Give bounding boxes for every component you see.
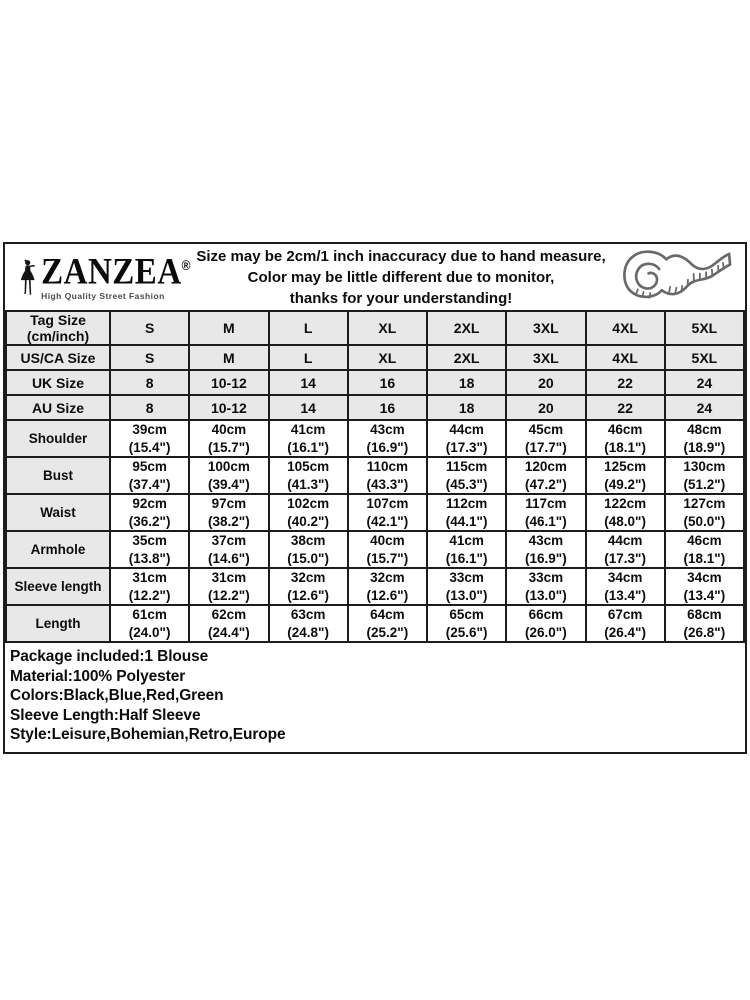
table-row: [6, 311, 744, 345]
header: [5, 244, 745, 310]
row-label: UK Size: [6, 370, 110, 395]
table-cell: 65cm (25.6"): [427, 605, 506, 642]
table-cell: 120cm (47.2"): [506, 457, 585, 494]
product-info-line: Style:Leisure,Bohemian,Retro,Europe: [10, 726, 286, 743]
table-cell: 130cm (51.2"): [665, 457, 744, 494]
table-cell: XL: [348, 311, 427, 345]
disclaimer-line-1: Size may be 2cm/1 inch inaccuracy due to hand measure,: [196, 247, 606, 265]
table-cell: 34cm (13.4"): [665, 568, 744, 605]
table-cell: 44cm (17.3"): [586, 531, 665, 568]
table-row: [6, 370, 744, 395]
table-cell: 2XL: [427, 345, 506, 370]
table-cell: 43cm (16.9"): [506, 531, 585, 568]
table-cell: 115cm (45.3"): [427, 457, 506, 494]
table-cell: 5XL: [665, 311, 744, 345]
table-cell: 100cm (39.4"): [189, 457, 268, 494]
row-label: US/CA Size: [6, 345, 110, 370]
brand-logo: [19, 246, 191, 308]
product-info-line: Package included:1 Blouse: [10, 648, 209, 665]
table-cell: 4XL: [586, 311, 665, 345]
table-cell: 16: [348, 370, 427, 395]
table-cell: 31cm (12.2"): [110, 568, 189, 605]
table-cell: 5XL: [665, 345, 744, 370]
woman-silhouette-icon: [19, 246, 38, 308]
table-row: [6, 345, 744, 370]
brand-text: [41, 253, 191, 301]
row-label: Waist: [6, 494, 110, 531]
table-cell: 22: [586, 370, 665, 395]
table-cell: M: [189, 345, 268, 370]
table-cell: 67cm (26.4"): [586, 605, 665, 642]
table-row: [6, 395, 744, 420]
table-cell: 8: [110, 370, 189, 395]
table-cell: 63cm (24.8"): [269, 605, 348, 642]
table-cell: 62cm (24.4"): [189, 605, 268, 642]
table-cell: 46cm (18.1"): [586, 420, 665, 457]
brand-name: [41, 249, 191, 293]
table-cell: 2XL: [427, 311, 506, 345]
table-row: [6, 457, 744, 494]
table-cell: 105cm (41.3"): [269, 457, 348, 494]
table-cell: 33cm (13.0"): [506, 568, 585, 605]
table-cell: 102cm (40.2"): [269, 494, 348, 531]
table-cell: 14: [269, 370, 348, 395]
table-cell: 10-12: [189, 395, 268, 420]
product-info: [5, 643, 745, 752]
table-cell: 41cm (16.1"): [427, 531, 506, 568]
table-cell: 110cm (43.3"): [348, 457, 427, 494]
table-cell: 45cm (17.7"): [506, 420, 585, 457]
table-row: [6, 531, 744, 568]
table-cell: L: [269, 311, 348, 345]
table-cell: 8: [110, 395, 189, 420]
table-cell: 122cm (48.0"): [586, 494, 665, 531]
table-cell: 16: [348, 395, 427, 420]
table-cell: 34cm (13.4"): [586, 568, 665, 605]
row-label: Length: [6, 605, 110, 642]
table-cell: 64cm (25.2"): [348, 605, 427, 642]
table-cell: 10-12: [189, 370, 268, 395]
product-info-line: Sleeve Length:Half Sleeve: [10, 706, 201, 724]
table-cell: 32cm (12.6"): [269, 568, 348, 605]
table-cell: S: [110, 345, 189, 370]
product-info-line: Colors:Black,Blue,Red,Green: [10, 687, 224, 704]
row-label: Armhole: [6, 531, 110, 568]
table-cell: 112cm (44.1"): [427, 494, 506, 531]
table-cell: 24: [665, 370, 744, 395]
disclaimer-line-2: Color may be little different due to monitor,: [247, 268, 555, 286]
table-cell: S: [110, 311, 189, 345]
table-cell: 3XL: [506, 311, 585, 345]
table-cell: 14: [269, 395, 348, 420]
table-cell: 22: [586, 395, 665, 420]
table-cell: 95cm (37.4"): [110, 457, 189, 494]
table-cell: 18: [427, 395, 506, 420]
size-chart-frame: [3, 242, 747, 754]
table-cell: 48cm (18.9"): [665, 420, 744, 457]
table-cell: 44cm (17.3"): [427, 420, 506, 457]
table-cell: 38cm (15.0"): [269, 531, 348, 568]
row-label: Tag Size (cm/inch): [6, 311, 110, 345]
table-cell: 92cm (36.2"): [110, 494, 189, 531]
size-table: [5, 310, 745, 643]
table-cell: 40cm (15.7"): [189, 420, 268, 457]
table-cell: 3XL: [506, 345, 585, 370]
brand-tagline: High Quality Street Fashion: [41, 291, 165, 301]
disclaimer-line-3: thanks for your understanding!: [289, 289, 513, 307]
table-cell: 24: [665, 395, 744, 420]
table-cell: L: [269, 345, 348, 370]
table-cell: 33cm (13.0"): [427, 568, 506, 605]
table-cell: 43cm (16.9"): [348, 420, 427, 457]
registered-mark: ®: [181, 257, 191, 274]
table-cell: 117cm (46.1"): [506, 494, 585, 531]
row-label: Bust: [6, 457, 110, 494]
table-cell: 66cm (26.0"): [506, 605, 585, 642]
table-cell: 4XL: [586, 345, 665, 370]
table-cell: M: [189, 311, 268, 345]
disclaimer: [191, 246, 615, 309]
table-row: [6, 605, 744, 642]
table-cell: 31cm (12.2"): [189, 568, 268, 605]
table-cell: 68cm (26.8"): [665, 605, 744, 642]
row-label: AU Size: [6, 395, 110, 420]
table-cell: 46cm (18.1"): [665, 531, 744, 568]
table-row: [6, 568, 744, 605]
table-cell: 18: [427, 370, 506, 395]
table-cell: 20: [506, 395, 585, 420]
table-cell: 107cm (42.1"): [348, 494, 427, 531]
table-cell: 35cm (13.8"): [110, 531, 189, 568]
table-cell: 32cm (12.6"): [348, 568, 427, 605]
table-cell: 125cm (49.2"): [586, 457, 665, 494]
table-row: [6, 420, 744, 457]
tape-icon-wrap: [615, 246, 737, 308]
brand-name-text: ZANZEA: [41, 252, 182, 293]
row-label: Sleeve length: [6, 568, 110, 605]
table-cell: 37cm (14.6"): [189, 531, 268, 568]
table-cell: 97cm (38.2"): [189, 494, 268, 531]
table-cell: 20: [506, 370, 585, 395]
row-label: Shoulder: [6, 420, 110, 457]
table-cell: 39cm (15.4"): [110, 420, 189, 457]
table-cell: 40cm (15.7"): [348, 531, 427, 568]
table-row: [6, 494, 744, 531]
measuring-tape-icon: [618, 246, 734, 308]
table-cell: 41cm (16.1"): [269, 420, 348, 457]
product-info-line: Material:100% Polyester: [10, 667, 186, 685]
table-cell: 61cm (24.0"): [110, 605, 189, 642]
table-cell: 127cm (50.0"): [665, 494, 744, 531]
table-cell: XL: [348, 345, 427, 370]
